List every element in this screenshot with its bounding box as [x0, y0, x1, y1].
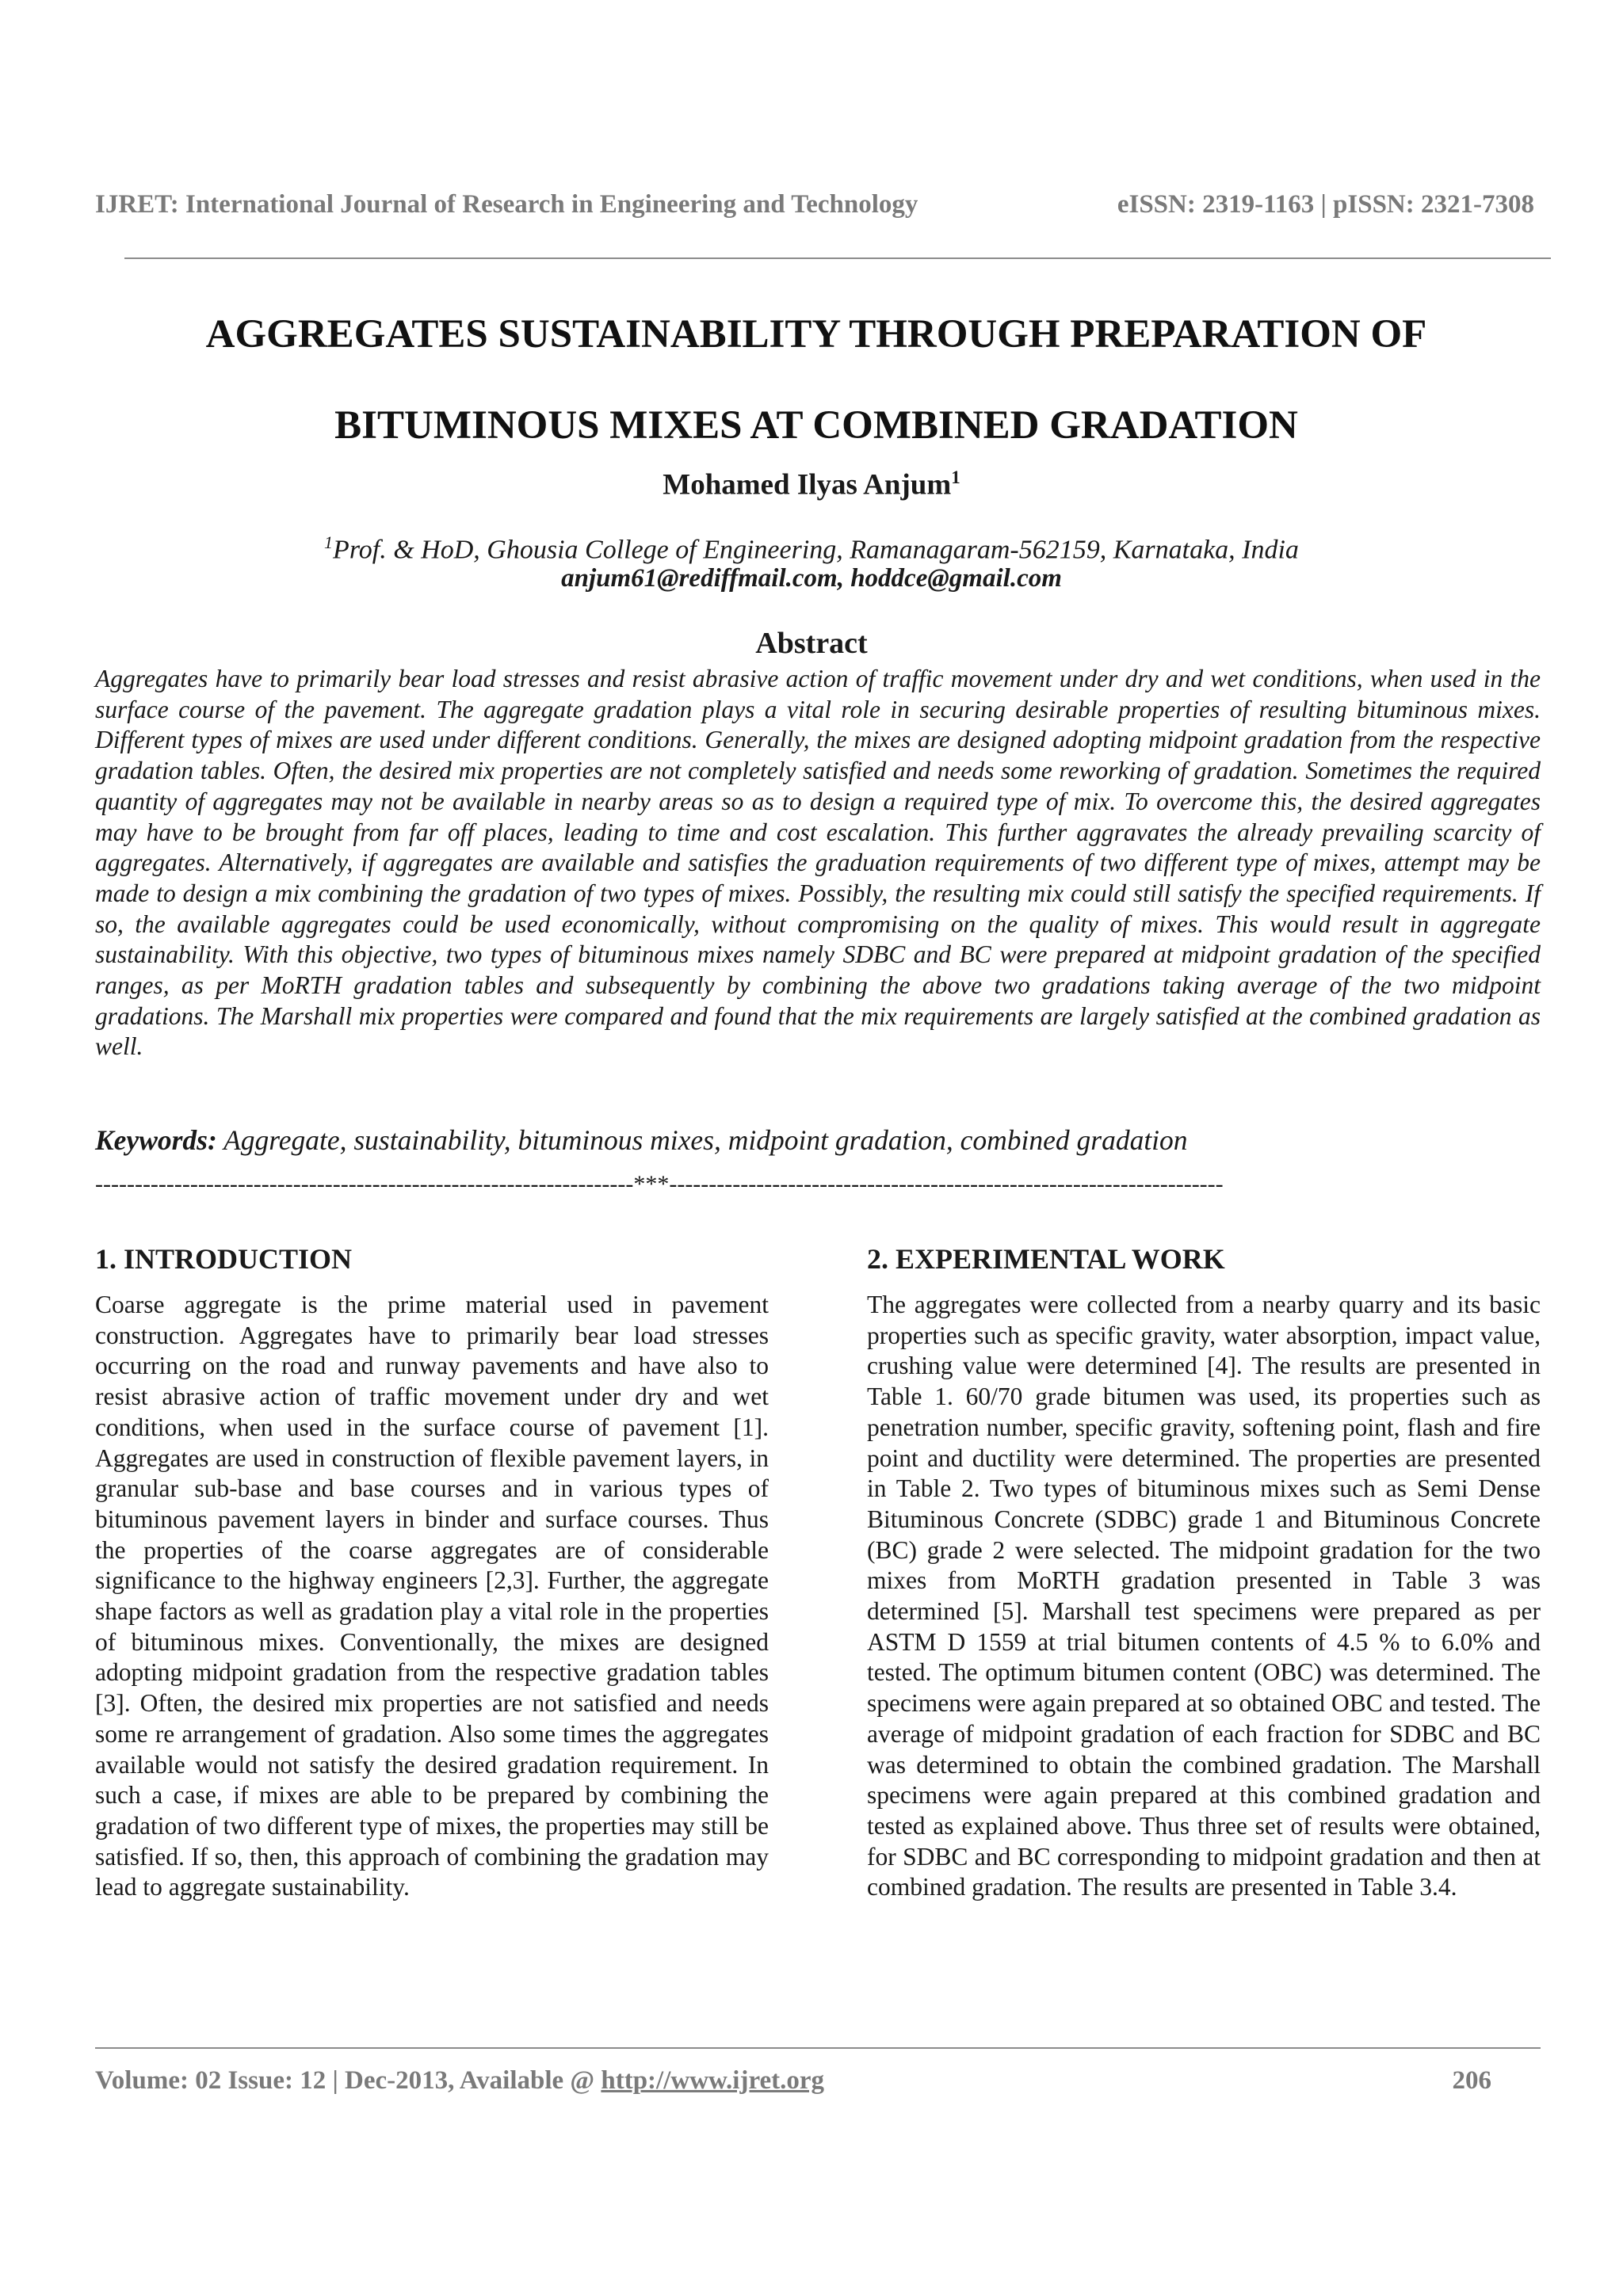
author-emails: anjum61@rediffmail.com, hoddce@gmail.com — [561, 564, 1062, 593]
author-sup: 1 — [951, 467, 960, 487]
footer-link[interactable]: http://www.ijret.org — [601, 2066, 825, 2095]
author-name: Mohamed Ilyas Anjum — [663, 468, 952, 502]
footer-volume-text: Volume: 02 Issue: 12 | Dec-2013, Available @ — [95, 2066, 601, 2095]
footer-volume — [95, 2066, 824, 2096]
introduction-heading: 1. INTRODUCTION — [95, 1243, 353, 1275]
issn: eISSN: 2319-1163 | pISSN: 2321-7308 — [1117, 190, 1534, 219]
experimental-body: The aggregates were collected from a nearby quarry and its basic properties such as specific gravity, water absorption, impact value, crushing value were determined [4]. The results are presented in Table 1. 60/70 grade bitumen was used, its properties such as penetration number, specific gravity, softening point, flash and fire point and ductility were determined. The properties are presented in Table 2. Two types of bituminous mixes such as Semi Dense Bituminous Concrete (SDBC) grade 1 and Bituminous Concrete (BC) grade 2 were selected. The midpoint gradation for the two mixes from MoRTH gradation presented in Table 3 was determined [5]. Marshall test specimens were prepared as per ASTM D 1559 at trial bitumen contents of 4.5 % to 6.0% and tested. The optimum bitumen content (OBC) was determined. The specimens were again prepared at so obtained OBC and tested. The average of midpoint gradation of each fraction for SDBC and BC was determined to obtain the combined gradation. The Marshall specimens were again prepared at this combined gradation and tested as explained above. Thus three set of results were obtained, for SDBC and BC corresponding to midpoint gradation and then at combined gradation. The results are presented in Table 3.4. — [867, 1291, 1541, 1901]
paper-title: AGGREGATES SUSTAINABILITY THROUGH PREPARATION OF BITUMINOUS MIXES AT COMBINED GRADATION — [205, 312, 1427, 448]
section-separator: --------------------------------------------------------------------***---------------------------------------------------------------------- — [95, 1171, 1224, 1197]
keywords-text: Aggregate, sustainability, bituminous mixes, midpoint gradation, combined gradation — [223, 1124, 1188, 1156]
keywords-label: Keywords: — [95, 1124, 217, 1156]
page-number: 206 — [1452, 2066, 1491, 2095]
abstract-body: Aggregates have to primarily bear load stresses and resist abrasive action of traffic movement under dry and wet conditions, when used in the surface course of the pavement. The aggregate gradation plays a vital role in securing desirable properties of resulting bituminous mixes. Different types of mixes are used under different conditions. Generally, the mixes are designed adopting midpoint gradation from the respective gradation tables. Often, the desired mix properties are not completely satisfied and needs some reworking of gradation. Sometimes the required quantity of aggregates may not be available in nearby areas so as to design a required type of mix. To overcome this, the desired aggregates may have to be brought from far off places, leading to time and cost escalation. This further aggravates the already prevailing scarcity of aggregates. Alternatively, if aggregates are available and satisfies the graduation requirements of two different type of mixes, attempt may be made to design a mix combining the gradation of two types of mixes. Possibly, the resulting mix could still satisfy the specified requirements. If so, the available aggregates could be used economically, without compromising on the quality of mixes. This would result in aggregate sustainability. With this objective, two types of bituminous mixes namely SDBC and BC were prepared at midpoint gradation of the specified ranges, as per MoRTH gradation tables and subsequently by combining the above two gradations taking average of the two midpoint gradations. The Marshall mix properties were compared and found that the mix requirements are largely satisfied at the combined gradation as well. — [95, 665, 1541, 1061]
affiliation-sup: 1 — [324, 532, 334, 552]
footer-divider — [95, 2047, 1541, 2049]
experimental-heading: 2. EXPERIMENTAL WORK — [867, 1243, 1225, 1275]
page-footer — [95, 2066, 1491, 2096]
keywords — [95, 1123, 1541, 1157]
introduction-body: Coarse aggregate is the prime material used in pavement construction. Aggregates have to primarily bear load stresses occurring on the road and runway pavements and have also to resist abrasive action of traffic movement under dry and wet conditions, when used in the surface course of pavement [1]. Aggregates are used in construction of flexible pavement layers, in granular sub-base and base courses and in various types of bituminous pavement layers in binder and surface courses. Thus the properties of the coarse aggregates are of considerable significance to the highway engineers [2,3]. Further, the aggregate shape factors as well as gradation play a vital role in the properties of bituminous mixes. Conventionally, the mixes are designed adopting midpoint gradation from the respective gradation tables [3]. Often, the desired mix properties are not satisfied and needs some re arrangement of gradation. Also some times the aggregates available would not satisfy the desired gradation requirement. In such a case, if mixes are able to be prepared by combining the gradation of two different type of mixes, the properties may still be satisfied. If so, then, this approach of combining the gradation may lead to aggregate sustainability. — [95, 1291, 769, 1901]
journal-name: IJRET: International Journal of Research in Engineering and Technology — [95, 190, 918, 219]
header-divider — [124, 257, 1551, 259]
running-header — [95, 190, 1534, 219]
author — [0, 467, 1623, 502]
affiliation-text: Prof. & HoD, Ghousia College of Engineering, Ramanagaram-562159, Karnataka, India — [333, 535, 1299, 565]
abstract-heading: Abstract — [755, 627, 868, 660]
